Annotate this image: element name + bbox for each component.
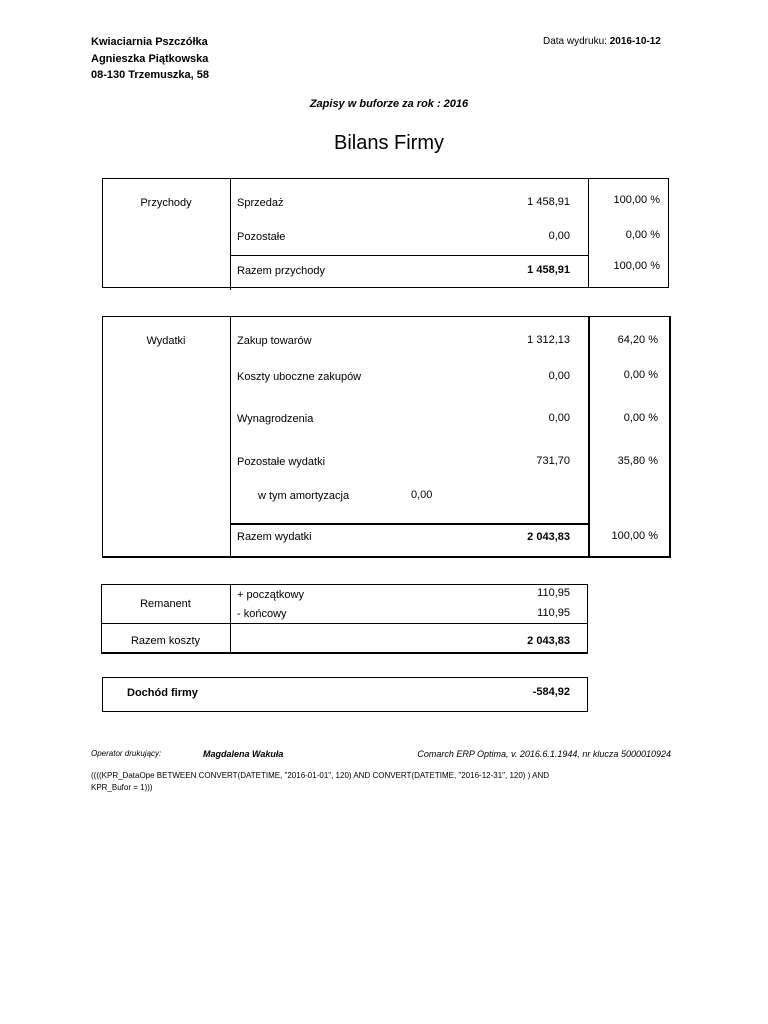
revenue-total-value: 1 458,91: [527, 264, 570, 276]
expenses-right-border: [669, 316, 671, 558]
expense-row-name: Wynagrodzenia: [237, 413, 314, 425]
expenses-total-value: 2 043,83: [527, 531, 570, 543]
revenue-total-pct: 100,00 %: [613, 260, 660, 272]
revenue-row-value: 0,00: [548, 230, 570, 242]
expenses-label: Wydatki: [146, 335, 186, 347]
print-date-value: 2016-10-12: [609, 36, 661, 47]
revenue-row-pct: 0,00 %: [625, 229, 660, 241]
expenses-total-name: Razem wydatki: [237, 531, 312, 543]
expense-row-pct: 35,80 %: [617, 455, 658, 467]
inventory-divider: [230, 584, 231, 654]
print-date: [543, 36, 661, 47]
expense-row-value: 1 312,13: [527, 334, 570, 346]
expense-row-value: 0,00: [548, 412, 570, 424]
amortization-name: w tym amortyzacja: [258, 490, 350, 502]
revenue-label: Przychody: [140, 197, 192, 209]
expenses-bottom-border: [102, 556, 671, 558]
expenses-table: [102, 316, 671, 558]
expense-row-value: 0,00: [548, 370, 570, 382]
revenue-total-line: [230, 255, 588, 256]
expense-row-pct: 0,00 %: [623, 412, 658, 424]
expense-row-name: Pozostałe wydatki: [237, 456, 326, 468]
page-title: Bilans Firmy: [333, 132, 444, 154]
expense-row-name: Zakup towarów: [237, 335, 312, 347]
revenue-row-value: 1 458,91: [527, 196, 570, 208]
inventory-start-value: 110,95: [537, 587, 570, 599]
print-date-label: Data wydruku:: [543, 36, 607, 47]
total-costs-value: 2 043,83: [527, 635, 570, 647]
expense-row-value: 731,70: [536, 455, 570, 467]
report-subtitle: Zapisy w buforze za rok : 2016: [309, 98, 469, 110]
expense-row-pct: 64,20 %: [617, 334, 658, 346]
query-line-1: ((((KPR_DataOpe BETWEEN CONVERT(DATETIME, "2016-01-01", 120) AND CONVERT(DATETIME, "2016-12-31", 120) ) AND: [91, 771, 550, 780]
income-value: -584,92: [532, 686, 570, 698]
revenue-row-pct: 100,00 %: [613, 194, 660, 206]
query-line-2: KPR_Bufor = 1))): [91, 783, 153, 792]
inventory-end-label: - końcowy: [237, 608, 287, 620]
revenue-row-name: Pozostałe: [237, 231, 286, 243]
company-name: Kwiaciarnia Pszczółka: [91, 36, 208, 48]
revenue-divider-pct: [588, 178, 589, 288]
revenue-row-name: Sprzedaż: [237, 197, 284, 209]
total-costs-label: Razem koszty: [130, 635, 201, 647]
revenue-table: [102, 178, 669, 288]
expenses-divider-pct: [588, 316, 590, 558]
expenses-total-line: [230, 523, 590, 525]
expense-row-pct: 0,00 %: [623, 369, 658, 381]
company-address: 08-130 Trzemuszka, 58: [91, 69, 210, 81]
revenue-total-name: Razem przychody: [237, 265, 326, 277]
amortization-value: 0,00: [411, 489, 433, 501]
software-info: Comarch ERP Optima, v. 2016.6.1.1944, nr klucza 5000010924: [417, 749, 671, 759]
inventory-bottom-border: [101, 652, 588, 654]
inventory-costs-line: [101, 623, 588, 624]
operator-label: Operator drukujący:: [91, 749, 162, 758]
expenses-divider: [230, 316, 231, 558]
inventory-label: Remanent: [140, 598, 191, 610]
revenue-divider: [230, 178, 231, 290]
expenses-total-pct: 100,00 %: [611, 530, 658, 542]
company-owner: Agnieszka Piątkowska: [91, 53, 209, 65]
expense-row-name: Koszty uboczne zakupów: [237, 371, 362, 383]
inventory-end-value: 110,95: [537, 607, 570, 619]
operator-name: Magdalena Wakuła: [203, 749, 284, 759]
income-label: Dochód firmy: [127, 687, 198, 699]
inventory-start-label: + początkowy: [237, 589, 304, 601]
